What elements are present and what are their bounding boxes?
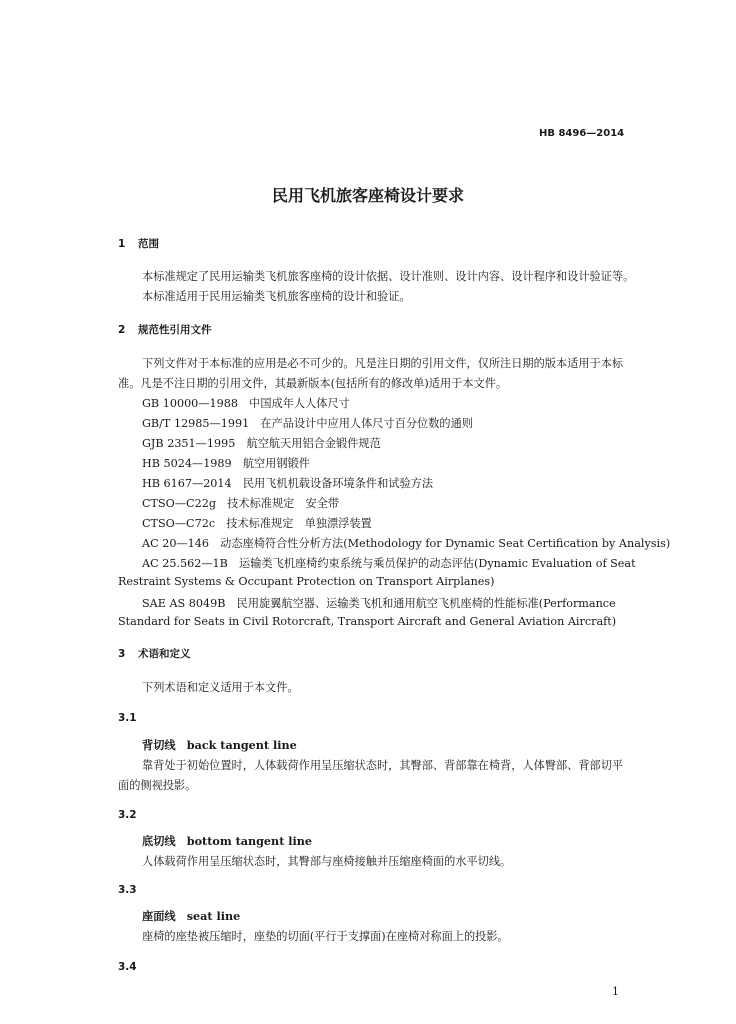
reference-item: HB 5024—1989 航空用钢锻件 <box>142 457 310 470</box>
reference-item: HB 6167—2014 民用飞机机载设备环境条件和试验方法 <box>142 477 434 490</box>
section-number: 1 <box>118 238 126 250</box>
term-definition: 人体载荷作用呈压缩状态时，其臀部与座椅接触并压缩座椅面的水平切线。 <box>142 855 512 868</box>
term-definition: 座椅的座垫被压缩时，座垫的切面(平行于支撑面)在座椅对称面上的投影。 <box>142 930 509 943</box>
reference-item: GB 10000—1988 中国成年人人体尺寸 <box>142 397 350 410</box>
normative-intro-line-2: 准。凡是不注日期的引用文件，其最新版本(包括所有的修改单)适用于本文件。 <box>118 377 508 390</box>
scope-paragraph-1: 本标准规定了民用运输类飞机旅客座椅的设计依据、设计准则、设计内容、设计程序和设计验证等。 <box>142 270 635 283</box>
reference-item: GB/T 12985—1991 在产品设计中应用人体尺寸百分位数的通则 <box>142 417 473 430</box>
section-number: 3 <box>118 648 126 660</box>
section-heading-scope <box>118 236 159 251</box>
term-number: 3.3 <box>118 884 137 896</box>
page-number: 1 <box>612 985 619 998</box>
document-code: HB 8496—2014 <box>539 128 625 139</box>
term-number: 3.4 <box>118 961 137 973</box>
section-number: 2 <box>118 324 126 336</box>
reference-item-continuation: Restraint Systems & Occupant Protection on Transport Airplanes) <box>118 575 495 588</box>
scope-paragraph-2: 本标准适用于民用运输类飞机旅客座椅的设计和验证。 <box>142 290 411 303</box>
reference-item: CTSO—C72c 技术标准规定 单独漂浮装置 <box>142 517 372 530</box>
reference-item: SAE AS 8049B 民用旋翼航空器、运输类飞机和通用航空飞机座椅的性能标准(Performance <box>142 597 616 610</box>
term-definition-continuation: 面的侧视投影。 <box>118 779 197 792</box>
reference-item: AC 20—146 动态座椅符合性分析方法(Methodology for Dynamic Seat Certification by Analysis) <box>142 537 671 550</box>
term-number: 3.2 <box>118 809 137 821</box>
section-heading-terms <box>118 646 191 661</box>
term-heading: 背切线 back tangent line <box>142 738 297 752</box>
section-title: 规范性引用文件 <box>138 324 212 336</box>
term-heading: 座面线 seat line <box>142 909 241 923</box>
terms-intro: 下列术语和定义适用于本文件。 <box>142 681 299 694</box>
section-heading-normative <box>118 322 212 337</box>
document-title: 民用飞机旅客座椅设计要求 <box>271 186 464 205</box>
section-title: 术语和定义 <box>138 648 191 660</box>
term-heading: 底切线 bottom tangent line <box>142 834 313 848</box>
term-number: 3.1 <box>118 712 137 724</box>
reference-item: GJB 2351—1995 航空航天用铝合金锻件规范 <box>142 437 381 450</box>
term-definition: 靠背处于初始位置时，人体载荷作用呈压缩状态时，其臀部、背部靠在椅背，人体臀部、背部切平 <box>142 759 624 772</box>
section-title: 范围 <box>138 238 159 250</box>
reference-item-continuation: Standard for Seats in Civil Rotorcraft, Transport Aircraft and General Aviation Aircraft) <box>118 615 617 628</box>
reference-item: AC 25.562—1B 运输类飞机座椅约束系统与乘员保护的动态评估(Dynamic Evaluation of Seat <box>142 557 636 570</box>
normative-intro-line-1: 下列文件对于本标准的应用是必不可少的。凡是注日期的引用文件，仅所注日期的版本适用于本标 <box>142 357 624 370</box>
reference-item: CTSO—C22g 技术标准规定 安全带 <box>142 497 340 510</box>
